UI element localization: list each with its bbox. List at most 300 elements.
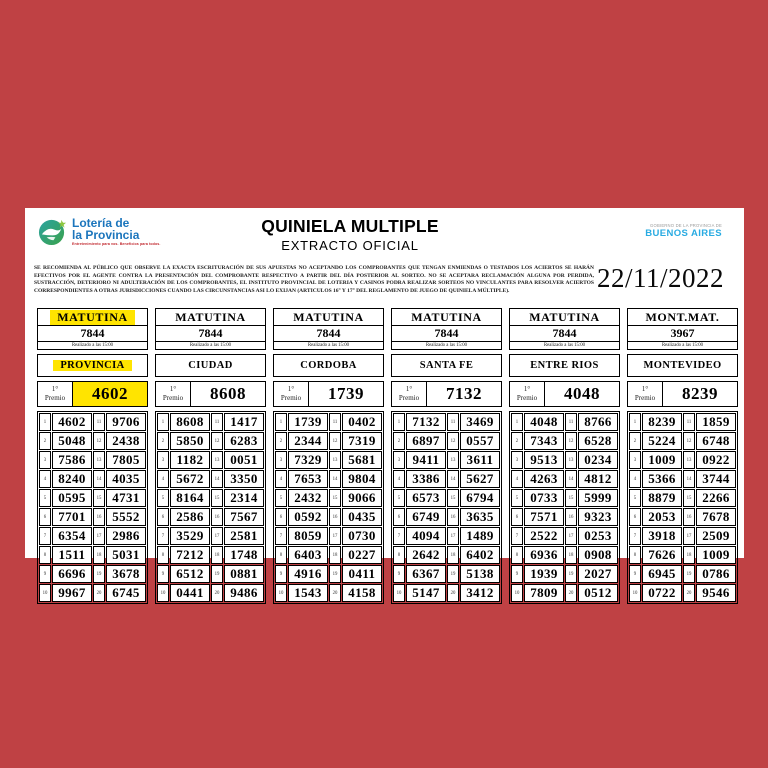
position-index: 8	[157, 546, 169, 564]
draw-name: MATUTINA	[38, 309, 147, 325]
winning-number: 1939	[524, 565, 564, 583]
winning-number: 7329	[288, 451, 328, 469]
winning-number: 0411	[342, 565, 382, 583]
position-index: 18	[447, 546, 459, 564]
winning-number: 0402	[342, 413, 382, 431]
position-index: 11	[329, 413, 341, 431]
winning-number: 2581	[224, 527, 264, 545]
numbers-row	[629, 508, 736, 526]
government-brand	[645, 223, 722, 239]
numbers-row	[157, 432, 264, 450]
first-prize-label: 1° Premio	[392, 382, 427, 406]
winning-number: 7678	[696, 508, 736, 526]
position-index: 6	[511, 508, 523, 526]
result-column-entre-rios	[509, 308, 620, 604]
position-index: 5	[157, 489, 169, 507]
winning-number: 9066	[342, 489, 382, 507]
extract-document	[25, 208, 744, 601]
numbers-row	[511, 451, 618, 469]
position-index: 1	[39, 413, 51, 431]
winning-number: 6749	[406, 508, 446, 526]
government-line1: GOBIERNO DE LA PROVINCIA DE	[650, 223, 722, 228]
numbers-row	[157, 470, 264, 488]
position-index: 3	[511, 451, 523, 469]
numbers-row	[275, 489, 382, 507]
position-index: 2	[157, 432, 169, 450]
winning-number: 3412	[460, 584, 500, 602]
draw-name: MATUTINA	[529, 310, 600, 324]
position-index: 14	[93, 470, 105, 488]
draw-number: 3967	[628, 325, 737, 341]
draw-name: MONT.MAT.	[645, 310, 720, 324]
position-index: 5	[629, 489, 641, 507]
numbers-row	[629, 565, 736, 583]
numbers-row	[39, 546, 146, 564]
numbers-row	[157, 451, 264, 469]
result-column-montevideo	[627, 308, 738, 604]
winning-number: 9486	[224, 584, 264, 602]
winning-number: 0595	[52, 489, 92, 507]
numbers-row	[39, 470, 146, 488]
position-index: 20	[447, 584, 459, 602]
position-index: 14	[447, 470, 459, 488]
position-index: 7	[629, 527, 641, 545]
winning-number: 7132	[406, 413, 446, 431]
position-index: 17	[329, 527, 341, 545]
draw-date: 22/11/2022	[596, 263, 724, 293]
position-index: 3	[39, 451, 51, 469]
region-name: MONTEVIDEO	[627, 354, 738, 377]
numbers-row	[157, 527, 264, 545]
position-index: 17	[447, 527, 459, 545]
draw-number: 7844	[156, 325, 265, 341]
position-index: 9	[511, 565, 523, 583]
winning-number: 2344	[288, 432, 328, 450]
position-index: 10	[511, 584, 523, 602]
winning-number: 0253	[578, 527, 618, 545]
position-index: 6	[157, 508, 169, 526]
winning-number: 4916	[288, 565, 328, 583]
position-index: 15	[211, 489, 223, 507]
loteria-bird-icon	[38, 217, 67, 246]
winning-number: 1009	[696, 546, 736, 564]
winning-number: 4812	[578, 470, 618, 488]
position-index: 1	[393, 413, 405, 431]
position-index: 19	[93, 565, 105, 583]
result-column-santa-fe	[391, 308, 502, 604]
position-index: 12	[93, 432, 105, 450]
winning-number: 5681	[342, 451, 382, 469]
region-name: PROVINCIA	[37, 354, 148, 377]
first-prize-box	[273, 381, 384, 407]
numbers-row	[275, 432, 382, 450]
title-block	[125, 216, 575, 253]
winning-number: 6745	[106, 584, 146, 602]
position-index: 16	[565, 508, 577, 526]
winning-number: 7805	[106, 451, 146, 469]
position-index: 7	[511, 527, 523, 545]
logo-line1: Lotería de	[72, 216, 130, 230]
winning-number: 5672	[170, 470, 210, 488]
first-prize-box	[509, 381, 620, 407]
numbers-row	[157, 565, 264, 583]
winning-number: 3918	[642, 527, 682, 545]
first-prize-label: 1° Premio	[156, 382, 191, 406]
position-index: 5	[511, 489, 523, 507]
first-prize-label: 1° Premio	[510, 382, 545, 406]
winning-number: 2522	[524, 527, 564, 545]
first-prize-box	[627, 381, 738, 407]
position-index: 10	[157, 584, 169, 602]
position-index: 19	[329, 565, 341, 583]
winning-number: 8059	[288, 527, 328, 545]
winning-number: 0557	[460, 432, 500, 450]
winning-number: 9323	[578, 508, 618, 526]
winning-number: 6897	[406, 432, 446, 450]
position-index: 9	[275, 565, 287, 583]
draw-time-note: Realizado a las 15:00	[628, 341, 737, 349]
position-index: 6	[393, 508, 405, 526]
first-prize-label: 1° Premio	[38, 382, 73, 406]
winning-number: 8766	[578, 413, 618, 431]
position-index: 20	[565, 584, 577, 602]
first-prize-value: 7132	[446, 384, 482, 404]
middle-row	[25, 258, 744, 308]
winning-number: 4602	[52, 413, 92, 431]
winning-number: 5552	[106, 508, 146, 526]
winning-number: 6696	[52, 565, 92, 583]
numbers-row	[511, 546, 618, 564]
first-prize-value: 4048	[564, 384, 600, 404]
winning-number: 3744	[696, 470, 736, 488]
position-index: 12	[329, 432, 341, 450]
winning-number: 2509	[696, 527, 736, 545]
region-name: CIUDAD	[155, 354, 266, 377]
legal-disclaimer: SE RECOMIENDA AL PÚBLICO QUE OBSERVE LA EXACTA ESCRITURACIÓN DE SUS APUESTAS NO ACEPTANDO LOS COMPROBANTES QUE TENGAN ENMIENDAS O TESTADOS LOS ACIERTOS SE HARÁN EFECTIVOS POR EL AGENTE CONTRA LA PRESENTACIÓN DEL COMPROBANTE RESPECTIVO A PARTIR DEL DÍA POSTERIOR AL SORTEO. NO SE ACEPTARA RECLAMACIÓN ALGUNA POR PERDIDA, SUSTRACCIÓN, DETERIORO NI ADULTERACIÓN DE LOS COMPROBANTES, EL INSTITUTO PROVINCIAL DE LOTERIA Y CASINOS PODRA REALIZAR SORTEOS NO VINCULANTES PARA RESOLVER ACIERTOS CORRESPONDIENTES A OTRAS JURISDICCIONES CUANDO LAS CIRCUNSTANCIAS ASI LO EXIJAN (ARTICULOS 16° Y 17° DEL REGLAMENTO DE JUEGO DE QUINIELA MÚLTIPLE).	[34, 265, 594, 295]
numbers-row	[629, 413, 736, 431]
draw-time-note: Realizado a las 15:00	[274, 341, 383, 349]
winning-number: 6403	[288, 546, 328, 564]
numbers-row	[275, 413, 382, 431]
numbers-row	[511, 489, 618, 507]
winning-number: 9804	[342, 470, 382, 488]
numbers-row	[393, 489, 500, 507]
winning-number: 6354	[52, 527, 92, 545]
position-index: 13	[329, 451, 341, 469]
position-index: 7	[393, 527, 405, 545]
draw-time-note: Realizado a las 15:00	[38, 341, 147, 349]
winning-number: 0908	[578, 546, 618, 564]
winning-number: 3635	[460, 508, 500, 526]
position-index: 9	[157, 565, 169, 583]
winning-number: 5999	[578, 489, 618, 507]
position-index: 2	[511, 432, 523, 450]
winning-number: 6573	[406, 489, 446, 507]
winning-number: 2432	[288, 489, 328, 507]
winning-number: 0786	[696, 565, 736, 583]
position-index: 7	[157, 527, 169, 545]
position-index: 10	[393, 584, 405, 602]
winning-number: 7809	[524, 584, 564, 602]
draw-number: 7844	[510, 325, 619, 341]
numbers-table	[391, 411, 502, 604]
winning-number: 7701	[52, 508, 92, 526]
winning-number: 2642	[406, 546, 446, 564]
position-index: 14	[565, 470, 577, 488]
winning-number: 8240	[52, 470, 92, 488]
numbers-table	[37, 411, 148, 604]
winning-number: 0730	[342, 527, 382, 545]
results-columns	[37, 308, 738, 604]
winning-number: 1182	[170, 451, 210, 469]
first-prize-value: 1739	[328, 384, 364, 404]
position-index: 19	[565, 565, 577, 583]
numbers-row	[157, 546, 264, 564]
winning-number: 8608	[170, 413, 210, 431]
numbers-row	[39, 565, 146, 583]
position-index: 15	[329, 489, 341, 507]
first-prize-value: 8608	[210, 384, 246, 404]
position-index: 18	[93, 546, 105, 564]
numbers-row	[157, 584, 264, 602]
region-name: SANTA FE	[391, 354, 502, 377]
numbers-row	[39, 489, 146, 507]
draw-time-note: Realizado a las 15:00	[156, 341, 265, 349]
numbers-row	[157, 489, 264, 507]
position-index: 12	[683, 432, 695, 450]
winning-number: 7653	[288, 470, 328, 488]
winning-number: 7571	[524, 508, 564, 526]
winning-number: 2053	[642, 508, 682, 526]
position-index: 8	[393, 546, 405, 564]
winning-number: 0051	[224, 451, 264, 469]
position-index: 7	[275, 527, 287, 545]
winning-number: 0881	[224, 565, 264, 583]
position-index: 9	[629, 565, 641, 583]
position-index: 18	[683, 546, 695, 564]
position-index: 13	[565, 451, 577, 469]
winning-number: 5224	[642, 432, 682, 450]
winning-number: 5048	[52, 432, 92, 450]
numbers-row	[275, 584, 382, 602]
position-index: 13	[683, 451, 695, 469]
draw-name: MATUTINA	[411, 310, 482, 324]
numbers-row	[275, 451, 382, 469]
position-index: 11	[211, 413, 223, 431]
winning-number: 3469	[460, 413, 500, 431]
position-index: 15	[93, 489, 105, 507]
position-index: 7	[39, 527, 51, 545]
winning-number: 1417	[224, 413, 264, 431]
numbers-row	[629, 584, 736, 602]
winning-number: 5850	[170, 432, 210, 450]
first-prize-value: 8239	[682, 384, 718, 404]
position-index: 4	[629, 470, 641, 488]
winning-number: 8164	[170, 489, 210, 507]
position-index: 2	[39, 432, 51, 450]
position-index: 10	[275, 584, 287, 602]
winning-number: 2986	[106, 527, 146, 545]
winning-number: 0435	[342, 508, 382, 526]
position-index: 20	[211, 584, 223, 602]
position-index: 4	[275, 470, 287, 488]
first-prize-label: 1° Premio	[274, 382, 309, 406]
numbers-row	[393, 432, 500, 450]
winning-number: 6402	[460, 546, 500, 564]
winning-number: 6512	[170, 565, 210, 583]
position-index: 11	[565, 413, 577, 431]
numbers-row	[39, 508, 146, 526]
winning-number: 9967	[52, 584, 92, 602]
position-index: 6	[629, 508, 641, 526]
winning-number: 2314	[224, 489, 264, 507]
winning-number: 5147	[406, 584, 446, 602]
numbers-table	[627, 411, 738, 604]
position-index: 2	[275, 432, 287, 450]
winning-number: 5627	[460, 470, 500, 488]
winning-number: 7212	[170, 546, 210, 564]
winning-number: 6936	[524, 546, 564, 564]
logo-line2: la Provincia	[72, 228, 140, 243]
winning-number: 9513	[524, 451, 564, 469]
winning-number: 6794	[460, 489, 500, 507]
position-index: 12	[447, 432, 459, 450]
position-index: 3	[393, 451, 405, 469]
position-index: 9	[39, 565, 51, 583]
numbers-row	[39, 413, 146, 431]
numbers-table	[509, 411, 620, 604]
position-index: 8	[511, 546, 523, 564]
numbers-row	[393, 413, 500, 431]
winning-number: 7343	[524, 432, 564, 450]
position-index: 12	[211, 432, 223, 450]
numbers-row	[629, 489, 736, 507]
numbers-row	[629, 546, 736, 564]
position-index: 8	[629, 546, 641, 564]
result-column-ciudad	[155, 308, 266, 604]
numbers-row	[275, 565, 382, 583]
draw-header-box	[627, 308, 738, 350]
draw-name: MATUTINA	[293, 310, 364, 324]
winning-number: 0922	[696, 451, 736, 469]
position-index: 17	[683, 527, 695, 545]
draw-number: 7844	[392, 325, 501, 341]
position-index: 14	[329, 470, 341, 488]
numbers-row	[157, 508, 264, 526]
position-index: 16	[211, 508, 223, 526]
numbers-row	[511, 432, 618, 450]
draw-header-box	[391, 308, 502, 350]
position-index: 3	[157, 451, 169, 469]
draw-header-box	[273, 308, 384, 350]
winning-number: 1748	[224, 546, 264, 564]
result-column-provincia	[37, 308, 148, 604]
document-header	[25, 208, 744, 258]
position-index: 1	[511, 413, 523, 431]
winning-number: 1739	[288, 413, 328, 431]
winning-number: 1859	[696, 413, 736, 431]
winning-number: 1009	[642, 451, 682, 469]
winning-number: 0227	[342, 546, 382, 564]
winning-number: 1489	[460, 527, 500, 545]
winning-number: 2266	[696, 489, 736, 507]
draw-number: 7844	[274, 325, 383, 341]
position-index: 11	[447, 413, 459, 431]
position-index: 14	[211, 470, 223, 488]
numbers-row	[393, 546, 500, 564]
position-index: 16	[683, 508, 695, 526]
winning-number: 0234	[578, 451, 618, 469]
winning-number: 0512	[578, 584, 618, 602]
numbers-row	[393, 508, 500, 526]
document-subtitle: EXTRACTO OFICIAL	[281, 238, 419, 253]
numbers-row	[39, 584, 146, 602]
position-index: 8	[275, 546, 287, 564]
numbers-table	[155, 411, 266, 604]
winning-number: 9411	[406, 451, 446, 469]
winning-number: 2586	[170, 508, 210, 526]
position-index: 2	[629, 432, 641, 450]
winning-number: 1511	[52, 546, 92, 564]
draw-time-note: Realizado a las 15:00	[392, 341, 501, 349]
first-prize-value: 4602	[73, 382, 147, 406]
position-index: 19	[683, 565, 695, 583]
draw-header-box	[155, 308, 266, 350]
position-index: 6	[275, 508, 287, 526]
winning-number: 4158	[342, 584, 382, 602]
position-index: 8	[39, 546, 51, 564]
document-title: QUINIELA MULTIPLE	[261, 216, 439, 236]
winning-number: 2438	[106, 432, 146, 450]
numbers-row	[275, 527, 382, 545]
numbers-row	[511, 413, 618, 431]
position-index: 19	[211, 565, 223, 583]
position-index: 5	[39, 489, 51, 507]
winning-number: 4731	[106, 489, 146, 507]
winning-number: 8879	[642, 489, 682, 507]
position-index: 17	[565, 527, 577, 545]
position-index: 10	[629, 584, 641, 602]
winning-number: 3350	[224, 470, 264, 488]
numbers-row	[275, 546, 382, 564]
winning-number: 6945	[642, 565, 682, 583]
winning-number: 5366	[642, 470, 682, 488]
winning-number: 3529	[170, 527, 210, 545]
position-index: 12	[565, 432, 577, 450]
position-index: 13	[93, 451, 105, 469]
winning-number: 7586	[52, 451, 92, 469]
winning-number: 8239	[642, 413, 682, 431]
numbers-row	[39, 527, 146, 545]
draw-time-note: Realizado a las 15:00	[510, 341, 619, 349]
numbers-row	[393, 527, 500, 545]
position-index: 10	[39, 584, 51, 602]
position-index: 4	[39, 470, 51, 488]
logo-tagline: Entretenimiento para vos. Beneficios para todos.	[72, 242, 161, 247]
position-index: 11	[683, 413, 695, 431]
numbers-row	[511, 470, 618, 488]
government-line2: BUENOS AIRES	[645, 228, 722, 239]
draw-name: MATUTINA	[175, 310, 246, 324]
position-index: 14	[683, 470, 695, 488]
winning-number: 4035	[106, 470, 146, 488]
winning-number: 3678	[106, 565, 146, 583]
numbers-row	[629, 451, 736, 469]
winning-number: 4263	[524, 470, 564, 488]
position-index: 16	[93, 508, 105, 526]
position-index: 15	[447, 489, 459, 507]
winning-number: 0722	[642, 584, 682, 602]
